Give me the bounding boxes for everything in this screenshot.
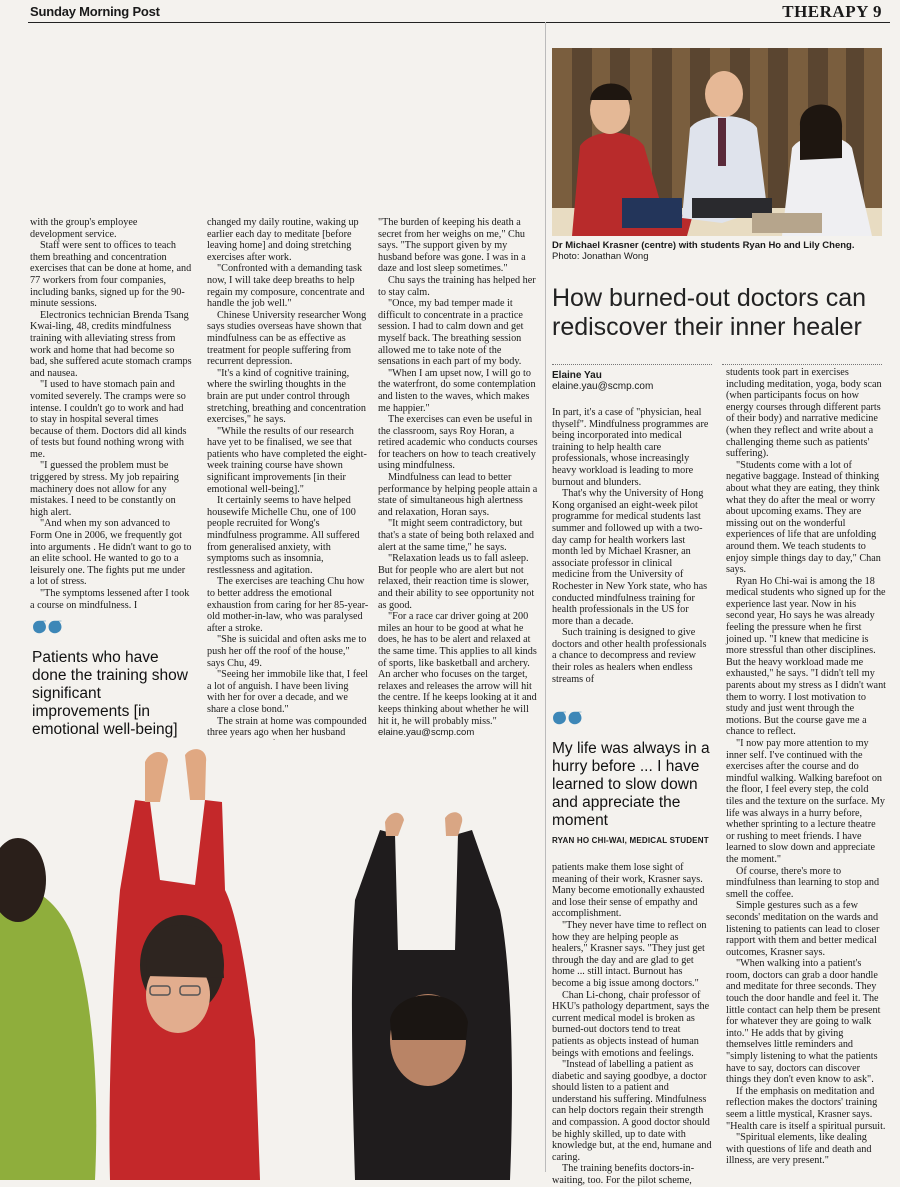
byline-rule-right (722, 364, 882, 365)
publication-name: Sunday Morning Post (30, 4, 160, 19)
paragraph: "Confronted with a demanding task now, I will take deep breaths to help regain my composure, concentrate and handle the job well." (207, 263, 365, 310)
photo-credit: Photo: Jonathan Wong (552, 251, 649, 262)
pullquote-text: My life was always in a hurry before ... I have learned to slow down and appreciate the moment (552, 740, 710, 829)
headline: How burned-out doctors can rediscover their inner healer (552, 284, 867, 341)
paragraph: Staff were sent to offices to teach them breathing and concentration exercises that can be done at home, and 77 workers from four companies, including banks, signed up for the 90-minute sessions. (30, 240, 192, 310)
byline-name: Elaine Yau (552, 370, 602, 381)
paragraph: Ryan Ho Chi-wai is among the 18 medical students who signed up for the experience last year. Now in his second year, Ho says he was already feeling the pressure when he first joined up. "I knew that medicine is more stressful than other disciplines. But the heavy workload made me exhausted," he says. "I didn't tell my parents about my stress as I didn't want them to worry. I lost motivation to study and just went through the motions. But the course gave me a chance to reflect. (726, 575, 886, 738)
column-1 (30, 217, 192, 611)
paragraph: Chu says the training has helped her to stay calm. (378, 274, 536, 298)
paragraph: "Relaxation leads us to fall asleep. But for people who are alert but not relaxed, their reaction time is slower, and their ability to see opportunity not as good. (378, 553, 535, 611)
section-page-label: THERAPY 9 (782, 2, 882, 21)
paragraph: Simple gestures such as a few seconds' meditation on the wards and listening to patients can lead to closer rapport with them and better medical outcomes, Krasner says. (726, 900, 880, 958)
paragraph: If the emphasis on meditation and reflection makes the doctors' training seem a little mystical, Krasner says. "Health care is itself a spiritual pursuit. (726, 1085, 886, 1132)
paragraph: patients make them lose sight of meaning of their work, Krasner says. Many become emotionally exhausted and lose their sense of empathy and accomplishment. (552, 862, 705, 920)
byline (552, 370, 712, 392)
photo-caption (552, 240, 882, 262)
paragraph: "Seeing her immobile like that, I feel a lot of anguish. I have been living with her for over a decade, and we share a close bond." (207, 669, 368, 715)
paragraph: "When I am upset now, I will go to the waterfront, do some contemplation and listen to the waves, which makes me happier." (378, 367, 536, 414)
yoga-class-photo (0, 740, 540, 1180)
article-photo (552, 48, 882, 236)
pullquote-text: Patients who have done the training show significant improvements [in emotional well-being] (32, 649, 188, 738)
byline-email: elaine.yau@scmp.com (552, 381, 654, 392)
paragraph: In part, it's a case of "physician, heal thyself". Mindfulness programmes are being incorporated into medical training to help health care professionals, whose increasingly heavy workload is leading to more burnout and blunders. (552, 407, 709, 488)
paragraph: students took part in exercises including meditation, yoga, body scan (when participants focus on how energy courses through different parts of their body) and narrative medicine (when they reflect and write about a challenging theme such as patients' suffering). (726, 367, 882, 460)
paragraph: "Students come with a lot of negative baggage. Instead of thinking about what they are eating, they think what they do after the meal or worry about upcoming exams. They are missing out on the wonderful experiences of life that are unfolding around them. We teach students to enjoy simple things day to day," Chan says. (726, 459, 881, 576)
paragraph: The exercises are teaching Chu how to better address the emotional exhaustion from caring for her 85-year-old mother-in-law, who was paralysed after a stroke. (207, 576, 369, 634)
paragraph: The training benefits doctors-in-waiting, too. For the pilot scheme, (552, 1163, 695, 1187)
paragraph: Such training is designed to give doctors and other health professionals a chance to decompress and review their roles as healers when endless streams of (552, 627, 707, 685)
paragraph: "And when my son advanced to Form One in 2006, we frequently got into arguments . He didn't want to go to an elite school. He wanted to go to a leisurely one. The fights put me under a lot of stress. (30, 518, 192, 588)
quote-mark-icon (552, 705, 582, 731)
paragraph: Chan Li-chong, chair professor of HKU's pathology department, says the current medical model is broken as burned-out doctors tend to treat patients as objects instead of human beings with emotions and feelings. (552, 989, 710, 1059)
paragraph: "Spiritual elements, like dealing with questions of life and death and illness, are very present." (726, 1132, 872, 1167)
paragraph: Mindfulness can lead to better performance by helping people attain a state of simultaneous high alertness and relaxation, Horan says. (378, 472, 538, 518)
pullquote-2 (552, 705, 717, 845)
byline-rule (552, 364, 712, 365)
paragraph: with the group's employee development service. (30, 217, 138, 240)
paragraph: It certainly seems to have helped housewife Michelle Chu, one of 100 people recruited for Wong's mindfulness programme. All suffered from generalised anxiety, with symptoms such as insomnia, restlessness and agitation. (207, 495, 360, 576)
paragraph: "I used to have stomach pain and vomited severely. The cramps were so intense. I couldn't go to work and had to stay in hospital several times because of them. Doctors did all kinds of tests but found nothing wrong with me. (30, 379, 187, 460)
paragraph: "She is suicidal and often asks me to push her off the roof of the house," says Chu, 49. (207, 634, 367, 669)
paragraph: "For a race car driver going at 200 miles an hour to be good at what he does, he has to be alert and relaxed at the same time. This applies to all kinds of sports, like basketball and archery. An archer who focuses on the target, relaxes and releases the arrow will hit the centre. If he keeps looking at it and keeps thinking about whether he will hit it, he will probably miss." (378, 611, 537, 727)
paragraph: changed my daily routine, waking up earlier each day to meditate [before leaving home] and doing stretching exercises after work. (207, 217, 359, 263)
author-email: elaine.yau@scmp.com (378, 727, 475, 739)
column-3 (378, 217, 538, 739)
column-4-top (552, 407, 712, 685)
column-4-bottom (552, 862, 712, 1187)
paragraph: Of course, there's more to mindfulness than learning to stop and smell the coffee. (726, 865, 880, 900)
pullquote-1 (32, 614, 197, 754)
column-divider (545, 22, 546, 1172)
paragraph: "It might seem contradictory, but that's a state of being both relaxed and alert at the same time," he says. (378, 518, 535, 553)
paragraph: "I guessed the problem must be triggered by stress. My job repairing machinery does not allow for any mistakes. I need to be constantly on high alert. (30, 460, 179, 518)
pullquote-attribution: RYAN HO CHI-WAI, MEDICAL STUDENT (552, 836, 709, 845)
paragraph: Electronics technician Brenda Tsang Kwai-ling, 48, credits mindfulness training with alleviating stress from work and home that had become so bad, she suffered acute stomach cramps and nausea. (30, 309, 192, 379)
paragraph: That's why the University of Hong Kong organised an eight-week pilot programme for medical students last summer and followed up with a two-day camp for health workers last month led by Michael Krasner, an associate professor in clinical medicine from the University of Rochester in New York state, who has conducted mindfulness training for health professionals in the US for more than a decade. (552, 488, 708, 627)
paragraph: "They never have time to reflect on how they are helping people as healers," Krasner says. "They just get through the day and are glad to get home ... still intact. Burnout has become a big issue among doctors." (552, 919, 707, 989)
paragraph: Chinese University researcher Wong says studies overseas have shown that mindfulness can be as effective as treatment for people suffering from recurrent depression. (207, 309, 367, 368)
paragraph: "I now pay more attention to my inner self. I've continued with the exercises after the course and do mindful walking. Walking barefoot on the floor, I feel every step, the cold tiles and the texture on the surface. My life was always in a hurry before, whether sprinting to a lecture theatre or rushing to meet friends. I have learned to slow down and appreciate the moment." (726, 738, 885, 865)
quote-mark-icon (32, 614, 62, 640)
paragraph: "While the results of our research have yet to be finalised, we see that patients who have completed the eight-week training course have shown significant improvements [in their emotional well-being]." (207, 425, 367, 495)
paragraph: "Once, my bad temper made it difficult to concentrate in a practice session. I had to calm down and get myself back. The breathing session allowed me to take note of the sensations in each part of my body. (378, 298, 524, 368)
paragraph: "It's a kind of cognitive training, where the swirling thoughts in the brain are put under control through stretching, breathing and concentration exercises," he says. (207, 367, 366, 426)
column-5 (726, 367, 886, 1167)
paragraph: "Instead of labelling a patient as diabetic and saying goodbye, a doctor should listen to a patient and understand his suffering. Mindfulness can help doctors regain their strength and compassion. A good doctor should be highly skilled, up to date with knowledge but, at the end, humane and caring. (552, 1059, 712, 1163)
paragraph: "The burden of keeping his death a secret from her weighs on me," Chu says. "The support given by my husband before was gone. I was in a daze and lost sleep sometimes." (378, 217, 526, 275)
column-2 (207, 217, 369, 750)
paragraph: "When walking into a patient's room, doctors can grab a door handle and meditate for three seconds. They touch the door handle and feel it. The little contact can help them be present for whatever they are going to walk into." He adds that by giving themselves little reminders and "simply listening to what the patients have to say, doctors can discover things they don't even know to ask". (726, 958, 881, 1086)
caption-text: Dr Michael Krasner (centre) with students Ryan Ho and Lily Cheng. (552, 240, 855, 251)
paragraph: "The symptoms lessened after I took a course on mindfulness. I (30, 588, 190, 611)
paragraph: The strain at home was compounded three years ago when her husband (207, 715, 367, 739)
header-rule (28, 22, 890, 23)
paragraph: The exercises can even be useful in the classroom, says Roy Horan, a retired academic who conducts courses for teachers on how to teach creatively using mindfulness. (378, 414, 538, 472)
